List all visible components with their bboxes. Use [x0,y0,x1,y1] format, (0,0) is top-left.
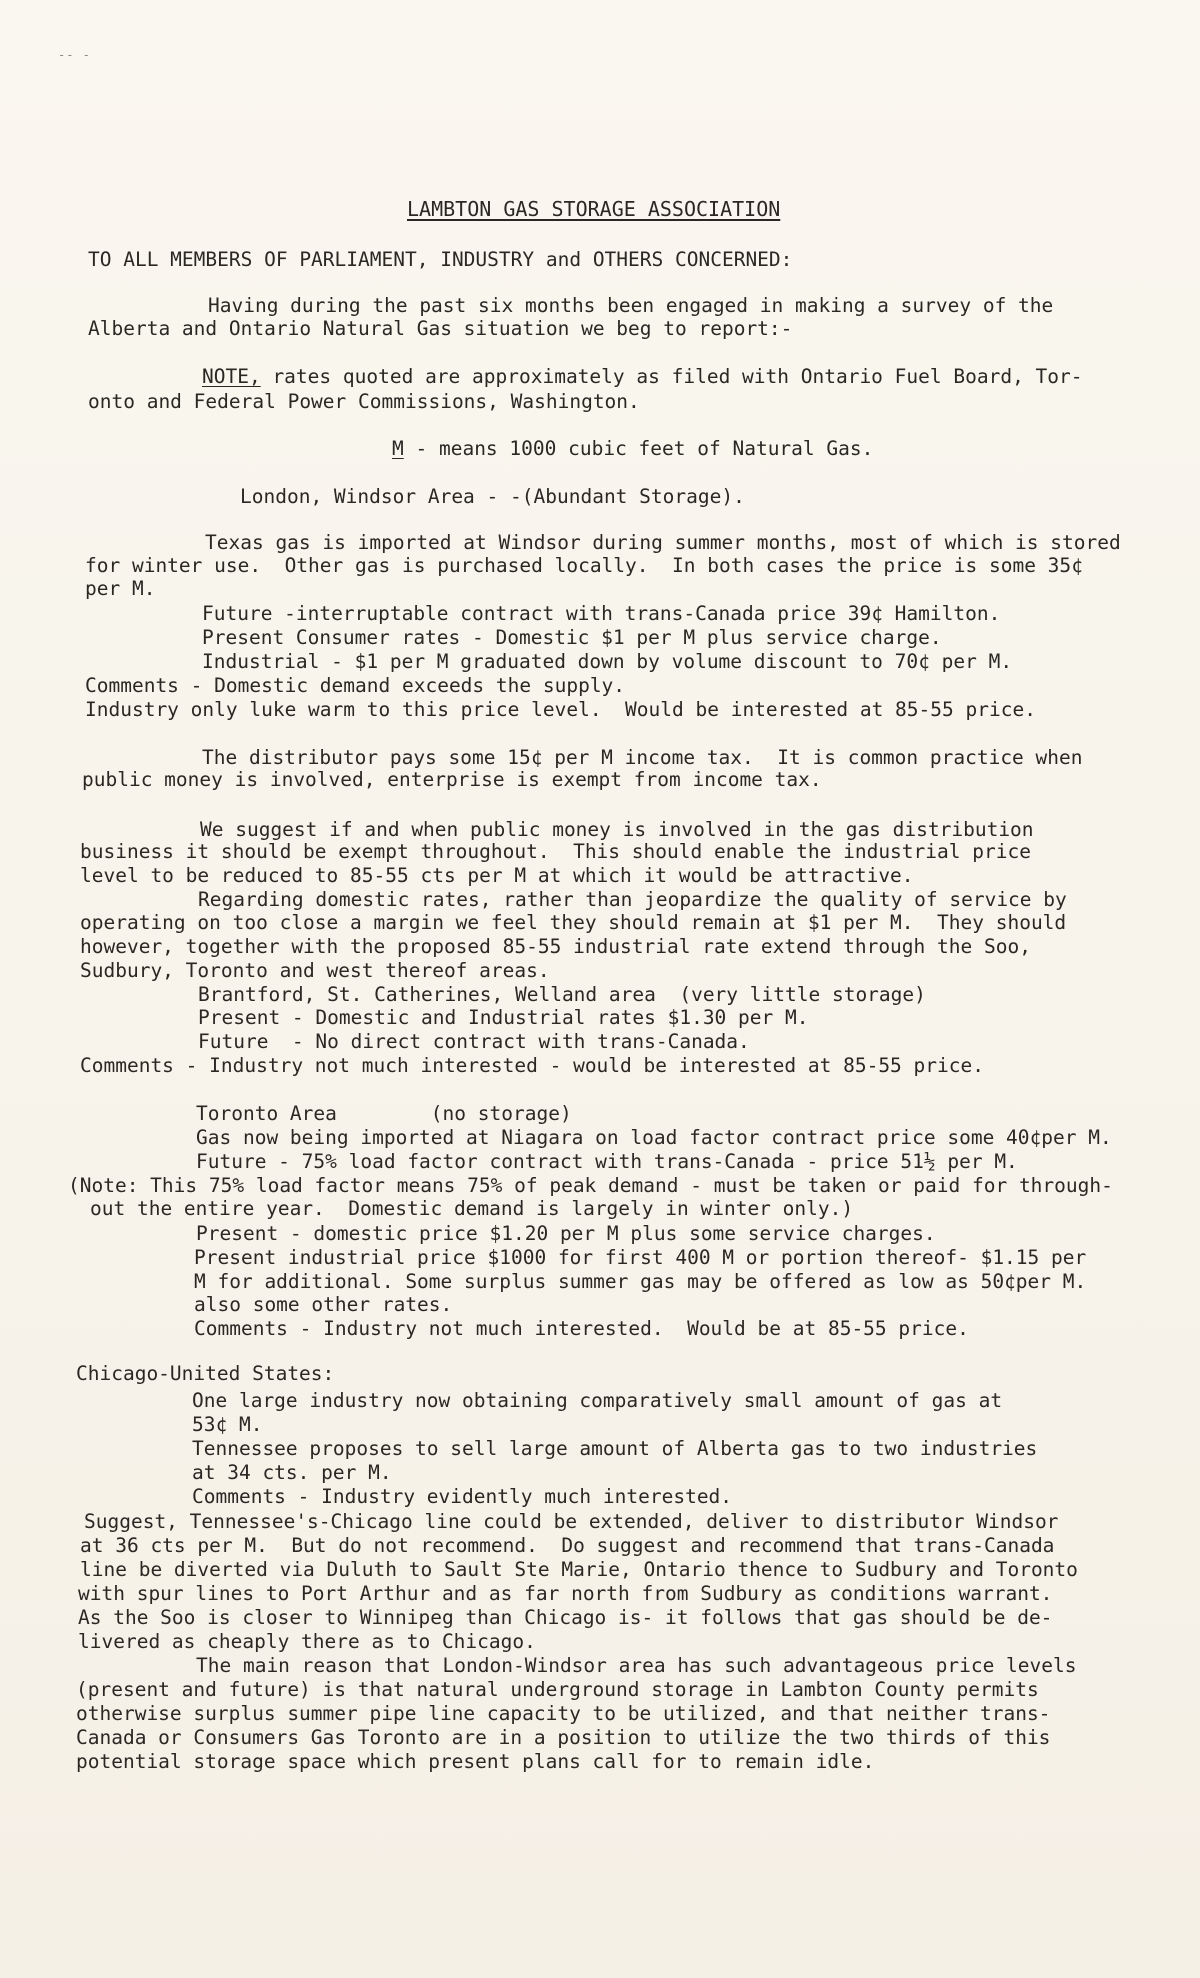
toronto-note: out the entire year. Domestic demand is largely in winter only.) [90,1197,854,1220]
chicago-line: 53¢ M. [192,1413,263,1436]
tax-line: The distributor pays some 15¢ per M income tax. It is common practice when [202,746,1083,769]
london-line: Industrial - $1 per M graduated down by volume discount to 70¢ per M. [202,650,1013,673]
suggest-line: however, together with the proposed 85-55 industrial rate extend through the Soo, [80,935,1031,958]
note-text: rates quoted are approximately as filed with Ontario Fuel Board, Tor- [260,365,1083,388]
toronto-note: (Note: This 75% load factor means 75% of peak demand - must be taken or paid for through- [68,1174,1113,1197]
chicago-line: Tennessee proposes to sell large amount of Alberta gas to two industries [192,1437,1038,1460]
toronto-line: Future - 75% load factor contract with trans-Canada - price 51½ per M. [196,1150,1018,1173]
toronto-line: Comments - Industry not much interested. Would be at 85-55 price. [194,1317,969,1340]
chicago-line: at 36 cts per M. But do not recommend. Do suggest and recommend that trans-Canada [80,1534,1055,1557]
chicago-heading: Chicago-United States: [76,1362,335,1385]
chicago-line: at 34 cts. per M. [192,1461,392,1484]
toronto-line: Present industrial price $1000 for first 400 M or portion thereof- $1.15 per [194,1246,1087,1269]
chicago-line: Comments - Industry evidently much interested. [192,1485,733,1508]
suggest-line: Regarding domestic rates, rather than jeopardize the quality of service by [198,888,1067,911]
london-line: Future -interruptable contract with trans-Canada price 39¢ Hamilton. [202,602,1001,625]
chicago-line: livered as cheaply there as to Chicago. [78,1630,536,1653]
note-label: NOTE, [202,365,261,388]
brantford-heading: Brantford, St. Catherines, Welland area (very little storage) [198,983,926,1006]
chicago-line: As the Soo is closer to Winnipeg than Chicago is- it follows that gas should be de- [78,1606,1053,1629]
suggest-line: operating on too close a margin we feel they should remain at $1 per M. They should [80,911,1067,934]
chicago-line: Canada or Consumers Gas Toronto are in a position to utilize the two thirds of this [76,1726,1051,1749]
toronto-line: Gas now being imported at Niagara on load factor contract price some 40¢per M. [196,1126,1112,1149]
chicago-line: with spur lines to Port Arthur and as far north from Sudbury as conditions warrant. [78,1582,1053,1605]
brantford-line: Future - No direct contract with trans-Canada. [198,1030,750,1053]
intro-line: Having during the past six months been engaged in making a survey of the [208,294,1054,317]
london-line: Texas gas is imported at Windsor during summer months, most of which is stored [205,531,1121,554]
london-line: Industry only luke warm to this price level. Would be interested at 85-55 price. [85,698,1036,721]
m-text: - means 1000 cubic feet of Natural Gas. [403,437,874,460]
toronto-heading: Toronto Area (no storage) [196,1102,572,1125]
london-line: for winter use. Other gas is purchased locally. In both cases the price is some 35¢ [85,554,1083,577]
salutation: TO ALL MEMBERS OF PARLIAMENT, INDUSTRY and OTHERS CONCERNED: [88,248,793,271]
suggest-line: business it should be exempt throughout. This should enable the industrial price [80,840,1031,863]
toronto-line: Present - domestic price $1.20 per M plus some service charges. [196,1222,936,1245]
chicago-line: One large industry now obtaining comparatively small amount of gas at [192,1389,1003,1412]
london-line: Comments - Domestic demand exceeds the supply. [85,674,626,697]
chicago-line: otherwise surplus summer pipe line capacity to be utilized, and that neither trans- [76,1702,1051,1725]
chicago-line: line be diverted via Duluth to Sault Ste Marie, Ontario thence to Sudbury and Toronto [80,1558,1078,1581]
chicago-line: Suggest, Tennessee's-Chicago line could be extended, deliver to distributor Windsor [84,1510,1059,1533]
toronto-line: also some other rates. [194,1293,453,1316]
london-line: per M. [85,577,156,600]
chicago-line: (present and future) is that natural underground storage in Lambton County permits [76,1678,1039,1701]
london-line: Present Consumer rates - Domestic $1 per M plus service charge. [202,626,942,649]
chicago-line: The main reason that London-Windsor area has such advantageous price levels [196,1654,1077,1677]
chicago-line: potential storage space which present plans call for to remain idle. [76,1750,875,1773]
header-mark: -- - [58,48,91,62]
london-heading: London, Windsor Area - -(Abundant Storage). [240,485,745,508]
m-definition [392,437,873,460]
intro-line: Alberta and Ontario Natural Gas situation we beg to report:- [88,317,793,340]
suggest-line: level to be reduced to 85-55 cts per M at which it would be attractive. [80,864,914,887]
suggest-line: Sudbury, Toronto and west thereof areas. [80,959,550,982]
m-label: M [392,437,404,460]
toronto-line: M for additional. Some surplus summer gas may be offered as low as 50¢per M. [194,1270,1087,1293]
tax-line: public money is involved, enterprise is exempt from income tax. [82,768,822,791]
note-line: onto and Federal Power Commissions, Washington. [88,390,640,413]
suggest-line: We suggest if and when public money is involved in the gas distribution [200,818,1034,841]
brantford-line: Comments - Industry not much interested - would be interested at 85-55 price. [80,1054,984,1077]
note-line [202,365,1083,388]
brantford-line: Present - Domestic and Industrial rates $1.30 per M. [198,1006,809,1029]
document-title: LAMBTON GAS STORAGE ASSOCIATION [407,197,781,221]
